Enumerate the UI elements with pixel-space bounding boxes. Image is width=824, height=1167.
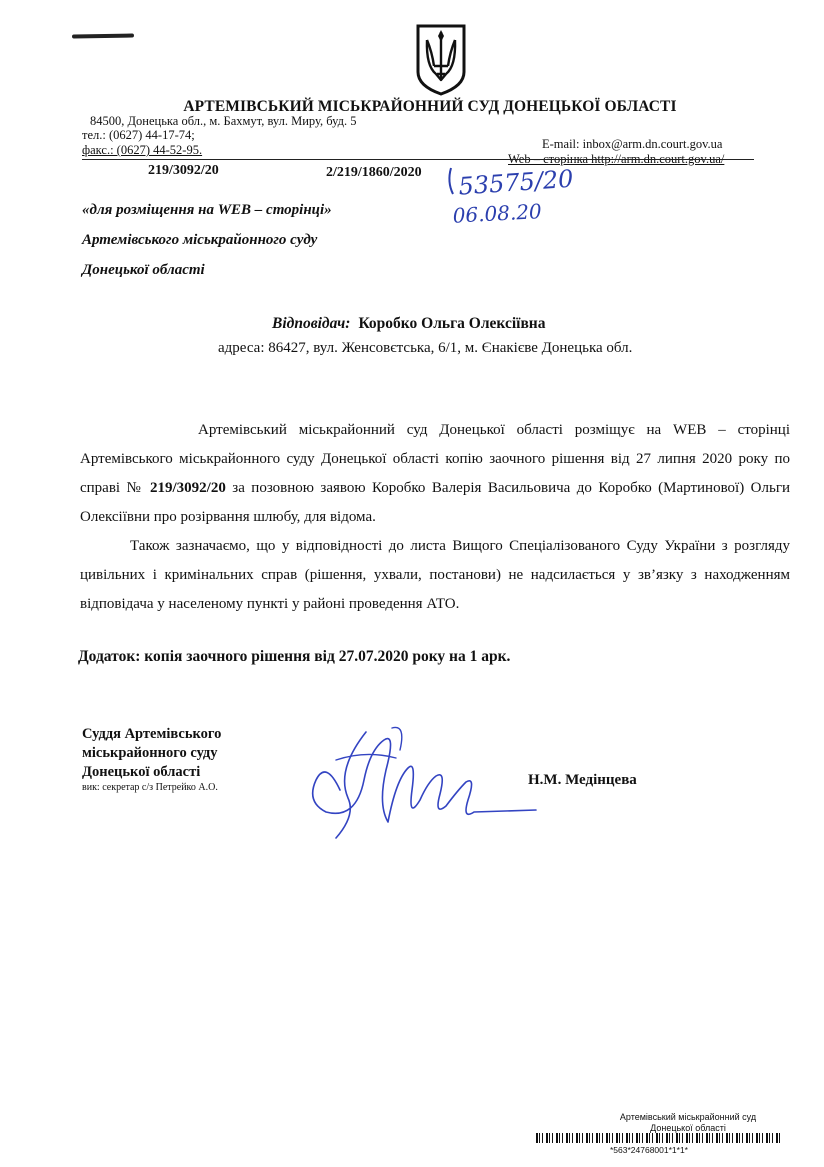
executor-note: вик: секретар с/з Петрейко А.О. (82, 782, 218, 793)
barcode-bar (686, 1133, 688, 1143)
body-paragraph-1 (80, 416, 790, 532)
court-website: Web – сторінка http://arm.dn.court.gov.ua/ (508, 152, 725, 166)
barcode-bar (749, 1133, 750, 1143)
barcode-bar (676, 1133, 678, 1143)
court-address: 84500, Донецька обл., м. Бахмут, вул. Миру, буд. 5 (90, 114, 357, 128)
barcode-bar (596, 1133, 598, 1143)
barcode-bar (699, 1133, 700, 1143)
barcode-bar (696, 1133, 698, 1143)
barcode-bar (636, 1133, 638, 1143)
barcode-bar (589, 1133, 590, 1143)
barcode-bar (632, 1133, 633, 1143)
barcode-bar (759, 1133, 760, 1143)
barcode-bar (766, 1133, 768, 1143)
barcode-bar (542, 1133, 543, 1143)
barcode-bar (682, 1133, 683, 1143)
barcode-bar (539, 1133, 540, 1143)
barcode-bar (712, 1133, 713, 1143)
footer-court-stamp (588, 1112, 788, 1134)
barcode-bar (722, 1133, 723, 1143)
barcode-bar (769, 1133, 770, 1143)
barcode-bar (756, 1133, 758, 1143)
barcode (536, 1133, 781, 1143)
barcode-bar (592, 1133, 593, 1143)
barcode-bar (739, 1133, 740, 1143)
barcode-bar (616, 1133, 618, 1143)
barcode-bar (736, 1133, 738, 1143)
barcode-bar (646, 1133, 648, 1143)
trident-emblem-icon (412, 22, 470, 98)
barcode-bar (586, 1133, 588, 1143)
barcode-bar (639, 1133, 640, 1143)
registration-number: 2/219/1860/2020 (326, 165, 422, 180)
barcode-bar (599, 1133, 600, 1143)
barcode-bar (662, 1133, 663, 1143)
barcode-bar (742, 1133, 743, 1143)
barcode-bar (746, 1133, 748, 1143)
judge-line3: Донецької області (82, 764, 201, 780)
court-email: E-mail: inbox@arm.dn.court.gov.ua (542, 137, 723, 151)
footer-court-line1: Артемівський міськрайонний суд (619, 1112, 757, 1122)
respondent-address: адреса: 86427, вул. Женсовєтська, 6/1, м. Єнакієве Донецька обл. (218, 340, 633, 356)
barcode-bar (619, 1133, 620, 1143)
barcode-bar (612, 1133, 613, 1143)
barcode-bar (752, 1133, 753, 1143)
barcode-bar (762, 1133, 763, 1143)
barcode-bar (719, 1133, 720, 1143)
barcode-bar (559, 1133, 560, 1143)
respondent-label: Відповідач: (272, 315, 351, 332)
barcode-bar (669, 1133, 670, 1143)
respondent (272, 315, 546, 333)
barcode-bar (556, 1133, 558, 1143)
placement-note-line2: Артемівського міськрайонного суду (82, 232, 318, 248)
barcode-bar (582, 1133, 583, 1143)
body-p1-text: Артемівський міськрайонний суд Донецької області розміщує на WEB – сторінці Артемівського міськрайонного суду Донецької області копію заочного рішення від 27 липня 2020 року по справі № (80, 422, 790, 496)
barcode-bar (772, 1133, 773, 1143)
barcode-bar (776, 1133, 778, 1143)
court-phone: тел.: (0627) 44-17-74; (82, 128, 195, 142)
barcode-bar (552, 1133, 553, 1143)
barcode-bar (656, 1133, 658, 1143)
scan-mark (72, 33, 134, 38)
judge-block (82, 725, 221, 782)
barcode-bar (649, 1133, 650, 1143)
barcode-bar (609, 1133, 610, 1143)
respondent-name: Коробко Ольга Олексіївна (358, 315, 546, 332)
court-fax: факс.: (0627) 44-52-95. (82, 143, 203, 157)
barcode-text: *563*24768001*1*1* (610, 1145, 688, 1155)
barcode-bar (622, 1133, 623, 1143)
body-paragraph-2: Також зазначаємо, що у відповідності до листа Вищого Спеціалізованого Суду України з розгляду цивільних і кримінальних справ (рішення, ухвали, постанови) не надсилається у зв’язку з находженням відповідача у населеному пункті у районі проведення АТО. (80, 538, 790, 612)
barcode-bar (546, 1133, 548, 1143)
barcode-bar (602, 1133, 603, 1143)
barcode-bar (689, 1133, 690, 1143)
barcode-bar (549, 1133, 550, 1143)
barcode-bar (536, 1133, 538, 1143)
judge-line1: Суддя Артемівського (82, 726, 222, 742)
barcode-bar (652, 1133, 653, 1143)
barcode-bar (576, 1133, 578, 1143)
barcode-bar (629, 1133, 630, 1143)
barcode-bar (572, 1133, 573, 1143)
barcode-bar (716, 1133, 718, 1143)
case-number: 219/3092/20 (148, 163, 219, 178)
handwritten-number-line: 53575/20 (457, 164, 575, 201)
barcode-bar (706, 1133, 708, 1143)
barcode-bar (562, 1133, 563, 1143)
judge-line2: міськрайонного суду (82, 745, 218, 761)
signer-name: Н.М. Медінцева (528, 772, 637, 788)
placement-note-line1: «для розміщення на WEB – сторінці» (82, 202, 332, 218)
barcode-bar (642, 1133, 643, 1143)
barcode-bar (709, 1133, 710, 1143)
header-divider (82, 159, 754, 160)
barcode-bar (579, 1133, 580, 1143)
footer-court-line2: Донецької області (650, 1123, 726, 1133)
barcode-bar (569, 1133, 570, 1143)
handwritten-date-line: 06.08.20 (452, 199, 543, 228)
annex-line: Додаток: копія заочного рішення від 27.07.2020 року на 1 арк. (78, 648, 511, 665)
barcode-bar (732, 1133, 733, 1143)
barcode-bar (626, 1133, 628, 1143)
barcode-bar (659, 1133, 660, 1143)
barcode-bar (606, 1133, 608, 1143)
judge-signature (296, 720, 546, 850)
barcode-bar (672, 1133, 673, 1143)
handwritten-incoming-number (445, 162, 605, 232)
barcode-bar (779, 1133, 780, 1143)
barcode-bar (679, 1133, 680, 1143)
body-case-number: 219/3092/20 (149, 480, 226, 496)
barcode-bar (692, 1133, 693, 1143)
placement-note-line3: Донецької області (82, 262, 205, 278)
court-name: АРТЕМІВСЬКИЙ МІСЬКРАЙОННИЙ СУД ДОНЕЦЬКОЇ ОБЛАСТІ (183, 98, 677, 115)
letter-body (80, 416, 790, 619)
barcode-bar (702, 1133, 703, 1143)
barcode-bar (566, 1133, 568, 1143)
body-p1-text-end: за позовною заявою Коробко Валерія Васильовича до Коробко (Мартинової) Ольги Олексіївни про розірвання шлюбу, для відома. (80, 480, 790, 525)
barcode-bar (726, 1133, 728, 1143)
barcode-bar (666, 1133, 668, 1143)
barcode-bar (729, 1133, 730, 1143)
